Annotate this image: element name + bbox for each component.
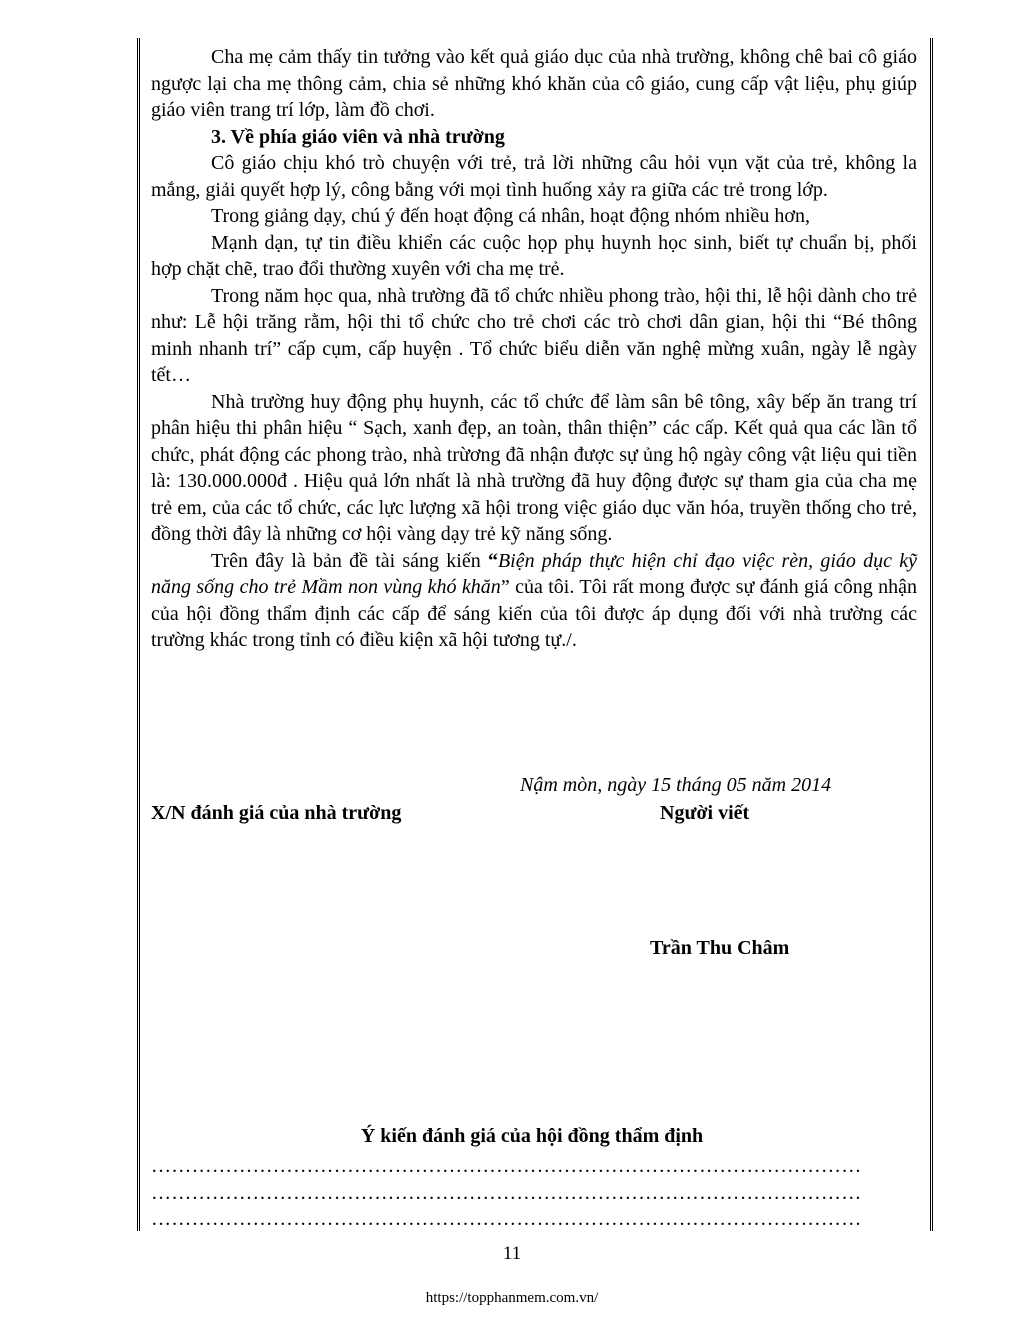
council-title: Ý kiến đánh giá của hội đồng thẩm định [360, 1125, 704, 1147]
paragraph-activities: Trong năm học qua, nhà trường đã tổ chức nhiều phong trào, hội thi, lễ hội dành cho trẻ như: Lễ hội trăng rằm, hội thi tổ chức cho trẻ chơi các trò chơi dân gian, hội thi “Bé thông minh nhanh trí” cấp cụm, cấp huyện . Tổ chức biểu diễn văn nghệ mừng xuân, ngày lễ ngày tết… [151, 284, 917, 386]
school-review-label: X/N đánh giá của nhà trường [151, 802, 402, 824]
council-dotted-line-3: …………………………………………………………………………………………… [151, 1208, 862, 1230]
council-dotted-line-2: …………………………………………………………………………………………… [151, 1182, 862, 1204]
writer-name: Trần Thu Châm [650, 937, 790, 959]
paragraph-teaching: Trong giảng dạy, chú ý đến hoạt động cá nhân, hoạt động nhóm nhiều hơn, [211, 205, 811, 227]
paragraph-mobilization: Nhà trường huy động phụ huynh, các tổ chức để làm sân bê tông, xây bếp ăn trang trí phân hiệu thi phân hiệu “ Sạch, xanh đẹp, an toàn, thân thiện” các cấp. Kết quả qua các lần tổ chức, phát động các phong trào, nhà trừơng đã nhận được sự ủng hộ ngày công vật liệu qui tiền là: 130.000.000đ . Hiệu quả lớn nhất là nhà trường đã huy động được sự tham gia của cha mẹ trẻ em, của các tổ chức, các lực lượng xã hội trong việc giáo dục văn hóa, truyền thống cho trẻ, đồng thời đây là những cơ hội vàng dạy trẻ kỹ năng sống. [151, 390, 917, 545]
page-number: 11 [502, 1243, 522, 1264]
section-heading: 3. Về phía giáo viên và nhà trường [211, 125, 505, 148]
paragraph-confidence: Mạnh dạn, tự tin điều khiển các cuộc họp phụ huynh học sinh, biết tự chuẩn bị, phối hợp chặt chẽ, trao đổi thường xuyên với cha mẹ trẻ. [151, 231, 917, 280]
council-dotted-line-1: …………………………………………………………………………………………… [151, 1155, 862, 1177]
paragraph-teacher-talk: Cô giáo chịu khó trò chuyện với trẻ, trả lời những câu hỏi vụn vặt của trẻ, không la mắng, giải quyết hợp lý, công bằng với mọi tình huống xảy ra giữa các trẻ trong lớp. [151, 152, 917, 201]
place-date: Nậm mòn, ngày 15 tháng 05 năm 2014 [520, 774, 832, 796]
initiative-title: Biện pháp thực hiện chỉ đạo việc rèn, giáo dục kỹ năng sống cho trẻ Mầm non vùng khó khăn [151, 549, 917, 598]
quote-open: “ [487, 549, 498, 572]
paragraph-conclusion [151, 548, 917, 654]
conclusion-start: Trên đây là bản đề tài sáng kiến [211, 549, 488, 572]
footer-url: https://topphanmem.com.vn/ [425, 1290, 599, 1306]
paragraph-parents-trust: Cha mẹ cảm thấy tin tưởng vào kết quả giáo dục của nhà trường, không chê bai cô giáo ngược lại cha mẹ thông cảm, chia sẻ những khó khăn của cô giáo, cung cấp vật liệu, phụ giúp giáo viên trang trí lớp, làm đồ chơi. [151, 46, 917, 121]
writer-label: Người viết [660, 802, 750, 824]
document-body [151, 44, 917, 654]
conclusion-end: ” của tôi. Tôi rất mong được sự đánh giá công nhận của hội đồng thẩm định các cấp để sáng kiến của tôi được áp dụng đối với nhà trường các trường khác trong tỉnh có điều kiện xã hội tương tự./. [151, 576, 917, 651]
